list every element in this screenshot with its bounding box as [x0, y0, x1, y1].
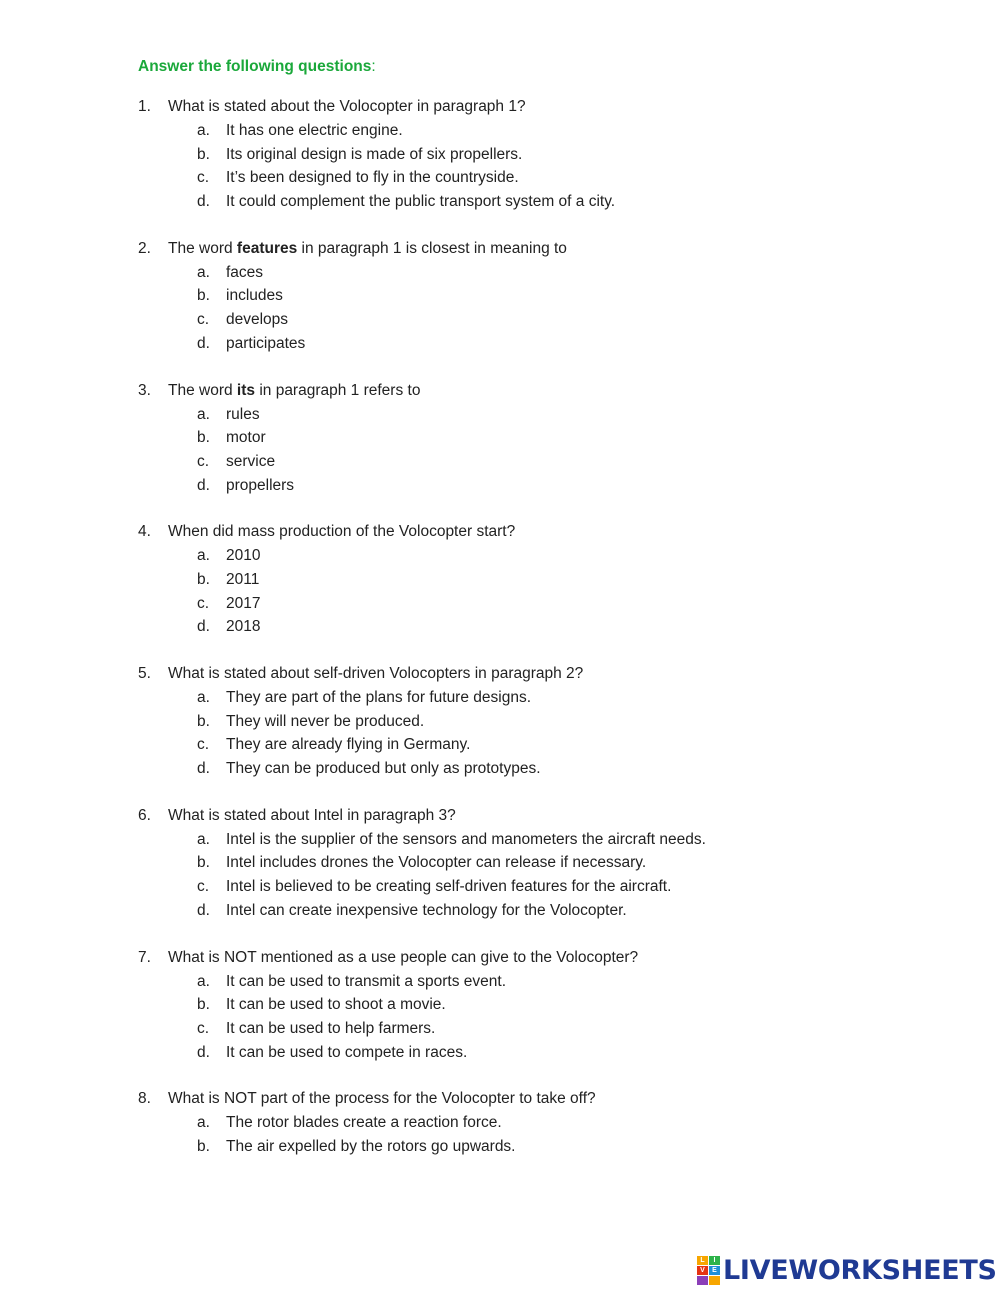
option-letter: c.	[197, 1019, 210, 1037]
question-text-pre: What is stated about self-driven Volocopters in paragraph 2?	[168, 665, 584, 682]
answer-option[interactable]	[138, 261, 918, 285]
question-text-post: in paragraph 1 refers to	[255, 381, 421, 399]
question-8	[138, 1087, 918, 1158]
logo-block	[697, 1276, 708, 1285]
option-letter: d.	[197, 760, 210, 778]
question-text	[168, 379, 420, 403]
question-text-pre: The word	[168, 381, 237, 399]
question-text	[168, 95, 526, 119]
option-letter: d.	[197, 1043, 210, 1061]
option-letter: b.	[197, 145, 210, 163]
option-letter: b.	[197, 287, 210, 305]
question-text	[168, 946, 638, 970]
question-text-pre: What is stated about the Volocopter in paragraph 1?	[168, 98, 526, 115]
option-text: Its original design is made of six propellers.	[226, 145, 523, 163]
heading-text: Answer the following questions	[138, 58, 372, 75]
question-number: 8.	[138, 1090, 151, 1108]
logo-block: V	[697, 1266, 708, 1275]
question-number: 4.	[138, 523, 151, 541]
question-text	[168, 662, 583, 686]
answer-option[interactable]	[138, 1041, 918, 1065]
option-letter: a.	[197, 122, 210, 139]
question-text-pre: The word	[168, 239, 237, 257]
question-text-pre: What is NOT mentioned as a use people can give to the Volocopter?	[168, 948, 639, 966]
question-1	[138, 95, 918, 214]
logo-text: LIVEWORKSHEETS	[723, 1254, 997, 1286]
answer-option[interactable]	[138, 119, 918, 143]
option-letter: a.	[197, 972, 210, 990]
option-letter: c.	[197, 311, 210, 329]
question-line	[138, 520, 918, 544]
answer-option[interactable]	[138, 308, 918, 332]
option-text: 2018	[226, 618, 261, 636]
question-3	[138, 379, 918, 498]
option-text: propellers	[226, 476, 295, 494]
question-6	[138, 804, 918, 923]
option-letter: c.	[197, 736, 210, 754]
option-text: It’s been designed to fly in the countryside.	[226, 169, 519, 187]
question-keyword: its	[236, 381, 256, 399]
question-list	[138, 95, 918, 1182]
logo-block: L	[697, 1256, 708, 1265]
question-2	[138, 237, 918, 356]
logo-blocks-icon	[697, 1256, 720, 1285]
option-text: rules	[226, 405, 260, 423]
option-letter: c.	[197, 594, 210, 612]
answer-option[interactable]	[138, 284, 918, 308]
answer-option[interactable]	[138, 592, 918, 616]
option-text: faces	[226, 263, 264, 281]
question-7	[138, 946, 918, 1065]
question-text-pre: What is stated about Intel in paragraph 3?	[168, 806, 456, 824]
question-text-pre: What is NOT part of the process for the Volocopter to take off?	[168, 1090, 596, 1108]
option-text: participates	[226, 334, 306, 352]
question-line	[138, 946, 918, 970]
option-text: It can be used to shoot a movie.	[226, 996, 446, 1014]
option-text: It could complement the public transport system of a city.	[226, 193, 616, 211]
question-line	[138, 237, 918, 261]
answer-option[interactable]	[138, 828, 918, 852]
option-text: It can be used to transmit a sports event.	[226, 972, 507, 990]
option-text: Intel is believed to be creating self-driven features for the aircraft.	[226, 878, 672, 896]
option-text: includes	[226, 287, 283, 305]
option-letter: d.	[197, 618, 210, 636]
question-line	[138, 662, 918, 686]
question-text	[168, 804, 456, 828]
question-number: 7.	[138, 948, 151, 966]
option-letter: d.	[197, 193, 210, 211]
option-letter: d.	[197, 476, 210, 494]
answer-option[interactable]	[138, 450, 918, 474]
option-letter: c.	[197, 169, 210, 187]
option-text: 2010	[226, 547, 261, 565]
answer-option[interactable]	[138, 426, 918, 450]
option-text: They are already flying in Germany.	[226, 736, 471, 754]
answer-option[interactable]	[138, 733, 918, 757]
logo-block	[709, 1276, 720, 1285]
option-text: They are part of the plans for future designs.	[226, 689, 532, 706]
question-keyword: features	[236, 239, 298, 257]
logo-block: I	[709, 1256, 720, 1265]
option-text: Intel includes drones the Volocopter can release if necessary.	[226, 854, 647, 872]
option-text: It can be used to compete in races.	[226, 1043, 468, 1061]
option-letter: a.	[197, 405, 210, 423]
answer-option[interactable]	[138, 1111, 918, 1135]
answer-option[interactable]	[138, 143, 918, 167]
question-4	[138, 520, 918, 639]
option-letter: a.	[197, 547, 210, 565]
question-text	[168, 520, 515, 544]
question-5	[138, 662, 918, 781]
question-number: 2.	[138, 239, 151, 257]
answer-option[interactable]	[138, 710, 918, 734]
option-letter: a.	[197, 263, 210, 281]
option-letter: a.	[197, 689, 210, 706]
answer-option[interactable]	[138, 166, 918, 190]
option-letter: d.	[197, 901, 210, 919]
question-line	[138, 804, 918, 828]
answer-option[interactable]	[138, 568, 918, 592]
answer-option[interactable]	[138, 1135, 918, 1159]
question-text	[168, 1087, 596, 1111]
option-text: develops	[226, 311, 289, 329]
question-text-pre: When did mass production of the Volocopter start?	[168, 523, 516, 541]
question-number: 5.	[138, 665, 151, 682]
option-letter: d.	[197, 334, 210, 352]
option-letter: c.	[197, 452, 210, 470]
option-letter: b.	[197, 854, 210, 872]
question-line	[138, 95, 918, 119]
question-number: 6.	[138, 806, 151, 824]
question-number: 1.	[138, 98, 151, 115]
option-text: It has one electric engine.	[226, 122, 403, 139]
answer-option[interactable]	[138, 851, 918, 875]
option-letter: b.	[197, 570, 210, 588]
instructions-heading	[138, 58, 376, 76]
answer-option[interactable]	[138, 875, 918, 899]
option-letter: b.	[197, 1137, 210, 1155]
question-number: 3.	[138, 381, 151, 399]
answer-option[interactable]	[138, 970, 918, 994]
question-text-post: in paragraph 1 is closest in meaning to	[297, 239, 567, 257]
option-text: 2011	[226, 570, 260, 588]
heading-colon: :	[371, 58, 376, 75]
option-text: 2017	[226, 594, 261, 612]
answer-option[interactable]	[138, 1017, 918, 1041]
answer-option[interactable]	[138, 474, 918, 498]
option-letter: a.	[197, 1114, 210, 1132]
option-text: The air expelled by the rotors go upwards.	[226, 1137, 516, 1155]
option-letter: c.	[197, 878, 210, 896]
question-line	[138, 1087, 918, 1111]
option-text: Intel is the supplier of the sensors and manometers the aircraft needs.	[226, 830, 706, 848]
option-text: motor	[226, 429, 266, 447]
answer-option[interactable]	[138, 757, 918, 781]
question-line	[138, 379, 918, 403]
option-text: The rotor blades create a reaction force.	[226, 1114, 502, 1132]
answer-option[interactable]	[138, 332, 918, 356]
option-text: They will never be produced.	[226, 712, 425, 730]
option-text: They can be produced but only as prototypes.	[226, 760, 541, 778]
answer-option[interactable]	[138, 993, 918, 1017]
logo-block: E	[709, 1266, 720, 1275]
liveworksheets-logo	[697, 1255, 997, 1285]
answer-option[interactable]	[138, 899, 918, 923]
option-text: Intel can create inexpensive technology for the Volocopter.	[226, 901, 627, 919]
answer-option[interactable]	[138, 403, 918, 427]
answer-option[interactable]	[138, 686, 918, 710]
answer-option[interactable]	[138, 615, 918, 639]
option-letter: a.	[197, 830, 210, 848]
option-text: service	[226, 452, 276, 470]
answer-option[interactable]	[138, 190, 918, 214]
option-text: It can be used to help farmers.	[226, 1019, 436, 1037]
option-letter: b.	[197, 996, 210, 1014]
answer-option[interactable]	[138, 544, 918, 568]
option-letter: b.	[197, 429, 210, 447]
question-text	[168, 237, 567, 261]
option-letter: b.	[197, 712, 210, 730]
